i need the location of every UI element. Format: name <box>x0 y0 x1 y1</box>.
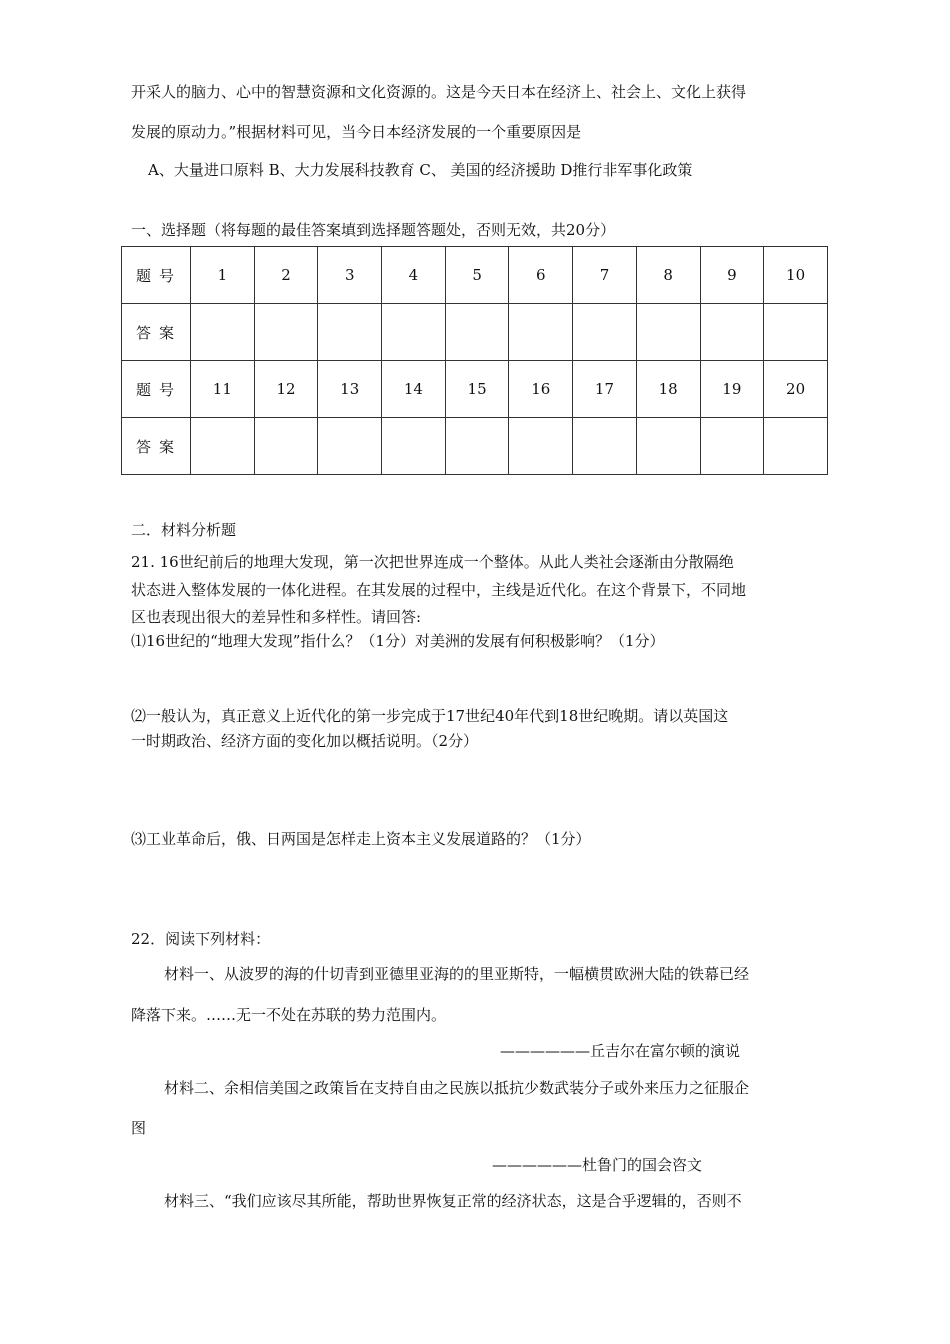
text-line: 开采人的脑力、心中的智慧资源和文化资源的。这是今天日本在经济上、社会上、文化上获得 <box>131 83 747 101</box>
answer-cell[interactable] <box>382 304 446 361</box>
answer-cell[interactable] <box>191 418 255 475</box>
question-number: 19 <box>700 361 764 418</box>
answer-cell[interactable] <box>573 304 637 361</box>
answer-cell[interactable] <box>254 304 318 361</box>
text-line: 21. 16世纪前后的地理大发现，第一次把世界连成一个整体。从此人类社会逐渐由分散隔绝 <box>131 553 734 571</box>
text-line: 区也表现出很大的差异性和多样性。请回答: <box>131 608 422 626</box>
question-number: 15 <box>445 361 509 418</box>
question-number: 7 <box>573 247 637 304</box>
row-label: 答案 <box>122 304 191 361</box>
material-text: 材料一、从波罗的海的什切青到亚德里亚海的的里亚斯特，一幅横贯欧洲大陆的铁幕已经 <box>164 965 750 983</box>
question-number: 12 <box>254 361 318 418</box>
answer-options: A、大量进口原料 B、大力发展科技教育 C、 美国的经济援助 D推行非军事化政策 <box>148 161 693 179</box>
material-source: ——————丘吉尔在富尔顿的演说 <box>500 1042 741 1060</box>
section-heading: 二．材料分析题 <box>131 521 237 539</box>
answer-cell[interactable] <box>764 304 828 361</box>
table-row <box>122 304 828 361</box>
text-line: 状态进入整体发展的一体化进程。在其发展的过程中，主线是近代化。在这个背景下，不同地 <box>131 581 747 599</box>
sub-question: ⑴16世纪的“地理大发现”指什么？（1分）对美洲的发展有何积极影响？（1分） <box>131 632 665 650</box>
answer-cell[interactable] <box>254 418 318 475</box>
row-label: 答案 <box>122 418 191 475</box>
material-text: 图 <box>131 1119 147 1137</box>
question-number: 16 <box>509 361 573 418</box>
table-row <box>122 361 828 418</box>
question-number: 4 <box>382 247 446 304</box>
question-number: 5 <box>445 247 509 304</box>
answer-cell[interactable] <box>636 304 700 361</box>
answer-cell[interactable] <box>509 418 573 475</box>
material-source: ——————杜鲁门的国会咨文 <box>492 1156 703 1174</box>
sub-question: ⑵一般认为，真正意义上近代化的第一步完成于17世纪40年代到18世纪晚期。请以英国这 <box>131 707 729 725</box>
answer-cell[interactable] <box>573 418 637 475</box>
text-line: 发展的原动力。”根据材料可见，当今日本经济发展的一个重要原因是 <box>131 123 582 141</box>
row-label: 题号 <box>122 361 191 418</box>
answer-cell[interactable] <box>445 418 509 475</box>
material-text: 材料二、余相信美国之政策旨在支持自由之民族以抵抗少数武装分子或外来压力之征服企 <box>164 1079 750 1097</box>
question-number: 9 <box>700 247 764 304</box>
question-number: 20 <box>764 361 828 418</box>
answer-cell[interactable] <box>382 418 446 475</box>
answer-cell[interactable] <box>700 418 764 475</box>
answer-cell[interactable] <box>318 418 382 475</box>
table-row <box>122 418 828 475</box>
answer-cell[interactable] <box>764 418 828 475</box>
question-number: 2 <box>254 247 318 304</box>
row-label: 题号 <box>122 247 191 304</box>
question-number: 1 <box>191 247 255 304</box>
question-number: 8 <box>636 247 700 304</box>
question-number: 14 <box>382 361 446 418</box>
answer-cell[interactable] <box>191 304 255 361</box>
question-number: 17 <box>573 361 637 418</box>
question-number: 11 <box>191 361 255 418</box>
answer-cell[interactable] <box>318 304 382 361</box>
answer-cell[interactable] <box>445 304 509 361</box>
question-number: 10 <box>764 247 828 304</box>
question-number: 6 <box>509 247 573 304</box>
material-text: 材料三、“我们应该尽其所能，帮助世界恢复正常的经济状态，这是合乎逻辑的，否则不 <box>164 1192 742 1210</box>
answer-cell[interactable] <box>636 418 700 475</box>
question-number: 3 <box>318 247 382 304</box>
sub-question: ⑶工业革命后，俄、日两国是怎样走上资本主义发展道路的？（1分） <box>131 830 591 848</box>
answer-cell[interactable] <box>509 304 573 361</box>
table-row <box>122 247 828 304</box>
answer-table <box>121 246 828 475</box>
material-text: 降落下来。……无一不处在苏联的势力范围内。 <box>131 1006 447 1024</box>
question-intro: 22．阅读下列材料： <box>131 930 271 948</box>
question-number: 13 <box>318 361 382 418</box>
section-heading: 一、选择题（将每题的最佳答案填到选择题答题处，否则无效，共20分） <box>131 221 616 239</box>
answer-cell[interactable] <box>700 304 764 361</box>
question-number: 18 <box>636 361 700 418</box>
text-line: 一时期政治、经济方面的变化加以概括说明。（2分） <box>131 732 479 750</box>
